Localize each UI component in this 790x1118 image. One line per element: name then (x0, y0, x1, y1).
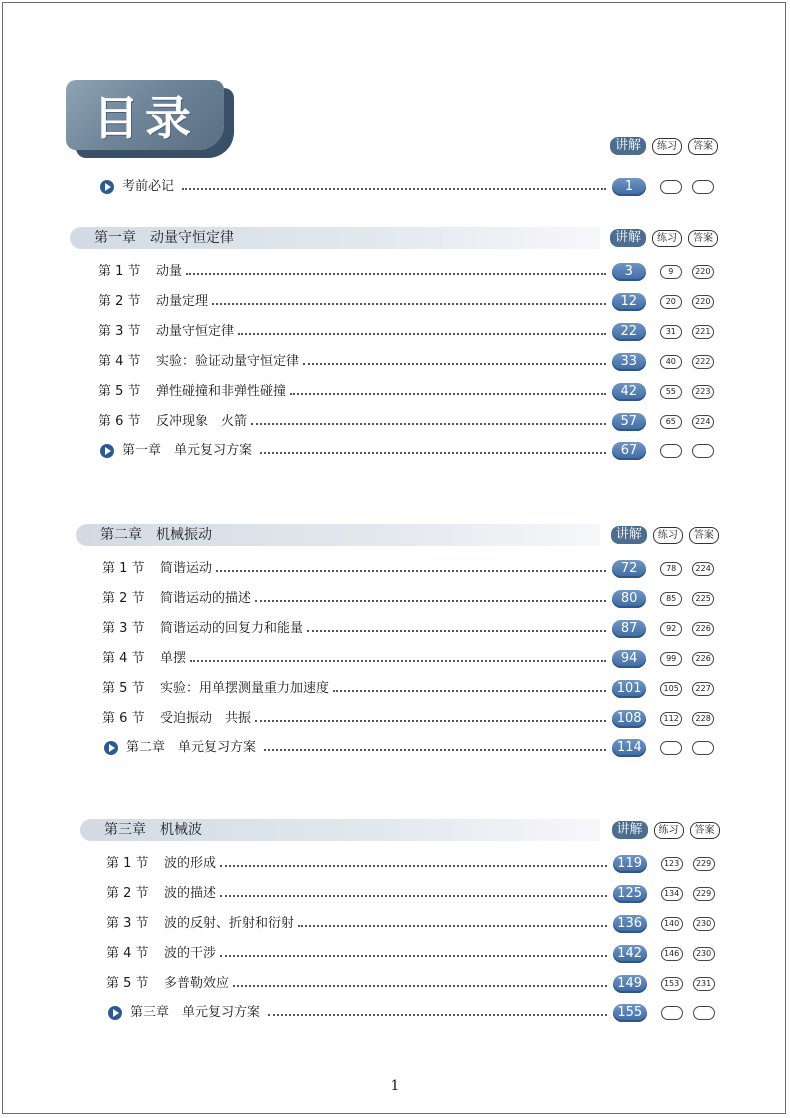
entry-label: 第二章 单元复习方案 (126, 740, 257, 755)
answer-header: 答案 (690, 822, 720, 839)
answer-page[interactable]: 224 (692, 562, 714, 576)
leader-dots (220, 865, 607, 867)
section-number: 第 3 节 (106, 916, 149, 931)
leader-dots (333, 690, 606, 692)
practice-page[interactable]: 65 (660, 415, 682, 429)
leader-dots (182, 188, 606, 190)
leader-dots (260, 452, 606, 454)
chapter-title: 第二章 机械振动 (100, 527, 212, 543)
leader-dots (255, 720, 606, 722)
leader-dots (233, 985, 607, 987)
lecture-page[interactable]: 72 (612, 560, 646, 578)
review-row[interactable] (0, 1003, 790, 1023)
practice-page[interactable]: 9 (660, 265, 682, 279)
chapter-title: 第三章 机械波 (104, 822, 202, 838)
column-header (610, 229, 718, 247)
answer-page[interactable]: 224 (692, 415, 714, 429)
lecture-page[interactable]: 67 (612, 442, 646, 460)
lecture-page[interactable]: 108 (612, 710, 646, 728)
section-number: 第 5 节 (98, 384, 141, 399)
section-row[interactable] (0, 914, 790, 934)
play-arrow-icon (100, 444, 114, 458)
answer-page[interactable]: 228 (692, 712, 714, 726)
answer-header: 答案 (688, 230, 718, 247)
section-number: 第 1 节 (98, 264, 141, 279)
lecture-page[interactable]: 119 (613, 855, 647, 873)
lecture-page[interactable]: 22 (612, 323, 646, 341)
answer-page[interactable]: 229 (693, 857, 715, 871)
section-title: 多普勒效应 (164, 976, 230, 991)
lecture-page[interactable]: 33 (612, 353, 646, 371)
section-number: 第 3 节 (102, 621, 145, 636)
lecture-page[interactable]: 142 (613, 945, 647, 963)
lecture-page[interactable]: 155 (613, 1004, 647, 1022)
section-number: 第 6 节 (102, 711, 145, 726)
section-title: 实验：验证动量守恒定律 (156, 354, 300, 369)
answer-page[interactable]: 225 (692, 592, 714, 606)
lecture-page[interactable]: 136 (613, 915, 647, 933)
lecture-page[interactable]: 125 (613, 885, 647, 903)
chapter-title: 第一章 动量守恒定律 (94, 230, 234, 246)
lecture-page[interactable]: 101 (612, 680, 646, 698)
leader-dots (303, 363, 606, 365)
practice-page[interactable]: 40 (660, 355, 682, 369)
answer-page[interactable]: 226 (692, 652, 714, 666)
section-title: 反冲现象 火箭 (156, 414, 248, 429)
section-title: 动量 (156, 264, 183, 279)
lecture-page[interactable]: 1 (612, 178, 646, 196)
section-title: 简谐运动的描述 (160, 591, 252, 606)
lecture-page[interactable]: 87 (612, 620, 646, 638)
chapter-heading (80, 819, 600, 841)
play-arrow-icon (108, 1006, 122, 1020)
leader-dots (251, 423, 606, 425)
section-number: 第 4 节 (106, 946, 149, 961)
section-title: 动量定理 (156, 294, 209, 309)
practice-header: 练习 (652, 138, 682, 155)
section-row[interactable] (0, 412, 790, 432)
lecture-page[interactable]: 42 (612, 383, 646, 401)
leader-dots (255, 600, 606, 602)
answer-page[interactable]: 230 (693, 947, 715, 961)
practice-page[interactable]: 78 (660, 562, 682, 576)
leader-dots (212, 303, 606, 305)
section-number: 第 2 节 (98, 294, 141, 309)
entry-label: 第三章 单元复习方案 (130, 1005, 261, 1020)
section-number: 第 2 节 (106, 886, 149, 901)
leader-dots (307, 630, 606, 632)
section-number: 第 4 节 (98, 354, 141, 369)
section-title: 单摆 (160, 651, 187, 666)
practice-page[interactable]: 105 (660, 682, 682, 696)
lecture-page[interactable]: 80 (612, 590, 646, 608)
leader-dots (290, 393, 606, 395)
section-number: 第 2 节 (102, 591, 145, 606)
section-number: 第 6 节 (98, 414, 141, 429)
lecture-header: 讲解 (610, 137, 646, 155)
section-title: 受迫振动 共振 (160, 711, 252, 726)
section-row[interactable] (0, 974, 790, 994)
section-title: 波的干涉 (164, 946, 217, 961)
column-header (610, 137, 718, 155)
section-number: 第 1 节 (102, 561, 145, 576)
practice-header: 练习 (654, 822, 684, 839)
toc-title: 目录 (93, 91, 197, 145)
leader-dots (298, 925, 607, 927)
answer-page[interactable]: 230 (693, 917, 715, 931)
lecture-header: 讲解 (611, 526, 647, 544)
section-title: 波的描述 (164, 886, 217, 901)
section-number: 第 5 节 (102, 681, 145, 696)
answer-page[interactable]: 221 (692, 325, 714, 339)
page-number: 1 (390, 1078, 400, 1094)
practice-page[interactable] (660, 741, 682, 755)
section-title: 动量守恒定律 (156, 324, 235, 339)
answer-page[interactable]: 223 (692, 385, 714, 399)
lecture-page[interactable]: 114 (612, 739, 646, 757)
answer-page[interactable]: 229 (693, 887, 715, 901)
practice-page[interactable]: 123 (661, 857, 683, 871)
section-number: 第 5 节 (106, 976, 149, 991)
section-row[interactable] (0, 649, 790, 669)
column-header (612, 821, 720, 839)
practice-page[interactable] (661, 1006, 683, 1020)
entry-label: 考前必记 (122, 179, 175, 194)
review-row[interactable] (0, 738, 790, 758)
section-row[interactable] (0, 679, 790, 699)
leader-dots (216, 570, 606, 572)
play-arrow-icon (104, 741, 118, 755)
section-row[interactable] (0, 884, 790, 904)
section-number: 第 4 节 (102, 651, 145, 666)
toc-title-box (66, 80, 224, 150)
section-row[interactable] (0, 589, 790, 609)
leader-dots (190, 660, 606, 662)
section-row[interactable] (0, 382, 790, 402)
section-row[interactable] (0, 944, 790, 964)
practice-page[interactable]: 99 (660, 652, 682, 666)
intro-row[interactable] (0, 177, 790, 197)
lecture-page[interactable]: 94 (612, 650, 646, 668)
lecture-page[interactable]: 3 (612, 263, 646, 281)
lecture-page[interactable]: 12 (612, 293, 646, 311)
leader-dots (220, 955, 607, 957)
practice-page[interactable] (660, 444, 682, 458)
practice-header: 练习 (652, 230, 682, 247)
practice-page[interactable]: 140 (661, 917, 683, 931)
section-row[interactable] (0, 262, 790, 282)
answer-header: 答案 (689, 527, 719, 544)
section-title: 实验：用单摆测量重力加速度 (160, 681, 330, 696)
answer-page[interactable]: 222 (692, 355, 714, 369)
chapter-heading (70, 227, 600, 249)
chapter-heading (76, 524, 600, 546)
section-title: 波的形成 (164, 856, 217, 871)
practice-header: 练习 (653, 527, 683, 544)
section-title: 弹性碰撞和非弹性碰撞 (156, 384, 287, 399)
section-number: 第 1 节 (106, 856, 149, 871)
section-title: 波的反射、折射和衍射 (164, 916, 295, 931)
answer-page[interactable]: 220 (692, 295, 714, 309)
practice-page[interactable]: 112 (660, 712, 682, 726)
answer-page[interactable] (692, 180, 714, 194)
answer-page[interactable] (693, 1006, 715, 1020)
answer-page[interactable]: 226 (692, 622, 714, 636)
answer-page[interactable] (692, 444, 714, 458)
answer-header: 答案 (688, 138, 718, 155)
answer-page[interactable]: 227 (692, 682, 714, 696)
section-title: 简谐运动的回复力和能量 (160, 621, 304, 636)
review-row[interactable] (0, 441, 790, 461)
practice-page[interactable]: 31 (660, 325, 682, 339)
answer-page[interactable]: 220 (692, 265, 714, 279)
practice-page[interactable]: 146 (661, 947, 683, 961)
practice-page[interactable]: 92 (660, 622, 682, 636)
section-row[interactable] (0, 854, 790, 874)
section-row[interactable] (0, 352, 790, 372)
section-row[interactable] (0, 559, 790, 579)
lecture-header: 讲解 (612, 821, 648, 839)
column-header (611, 526, 719, 544)
answer-page[interactable] (692, 741, 714, 755)
section-row[interactable] (0, 292, 790, 312)
leader-dots (264, 749, 606, 751)
leader-dots (186, 273, 606, 275)
lecture-page[interactable]: 57 (612, 413, 646, 431)
answer-page[interactable]: 231 (693, 977, 715, 991)
practice-page[interactable] (660, 180, 682, 194)
play-arrow-icon (100, 180, 114, 194)
leader-dots (220, 895, 607, 897)
practice-page[interactable]: 20 (660, 295, 682, 309)
section-row[interactable] (0, 322, 790, 342)
lecture-header: 讲解 (610, 229, 646, 247)
section-row[interactable] (0, 619, 790, 639)
practice-page[interactable]: 153 (661, 977, 683, 991)
practice-page[interactable]: 55 (660, 385, 682, 399)
practice-page[interactable]: 85 (660, 592, 682, 606)
entry-label: 第一章 单元复习方案 (122, 443, 253, 458)
leader-dots (238, 333, 606, 335)
section-row[interactable] (0, 709, 790, 729)
leader-dots (268, 1014, 607, 1016)
practice-page[interactable]: 134 (661, 887, 683, 901)
section-title: 简谐运动 (160, 561, 213, 576)
lecture-page[interactable]: 149 (613, 975, 647, 993)
section-number: 第 3 节 (98, 324, 141, 339)
